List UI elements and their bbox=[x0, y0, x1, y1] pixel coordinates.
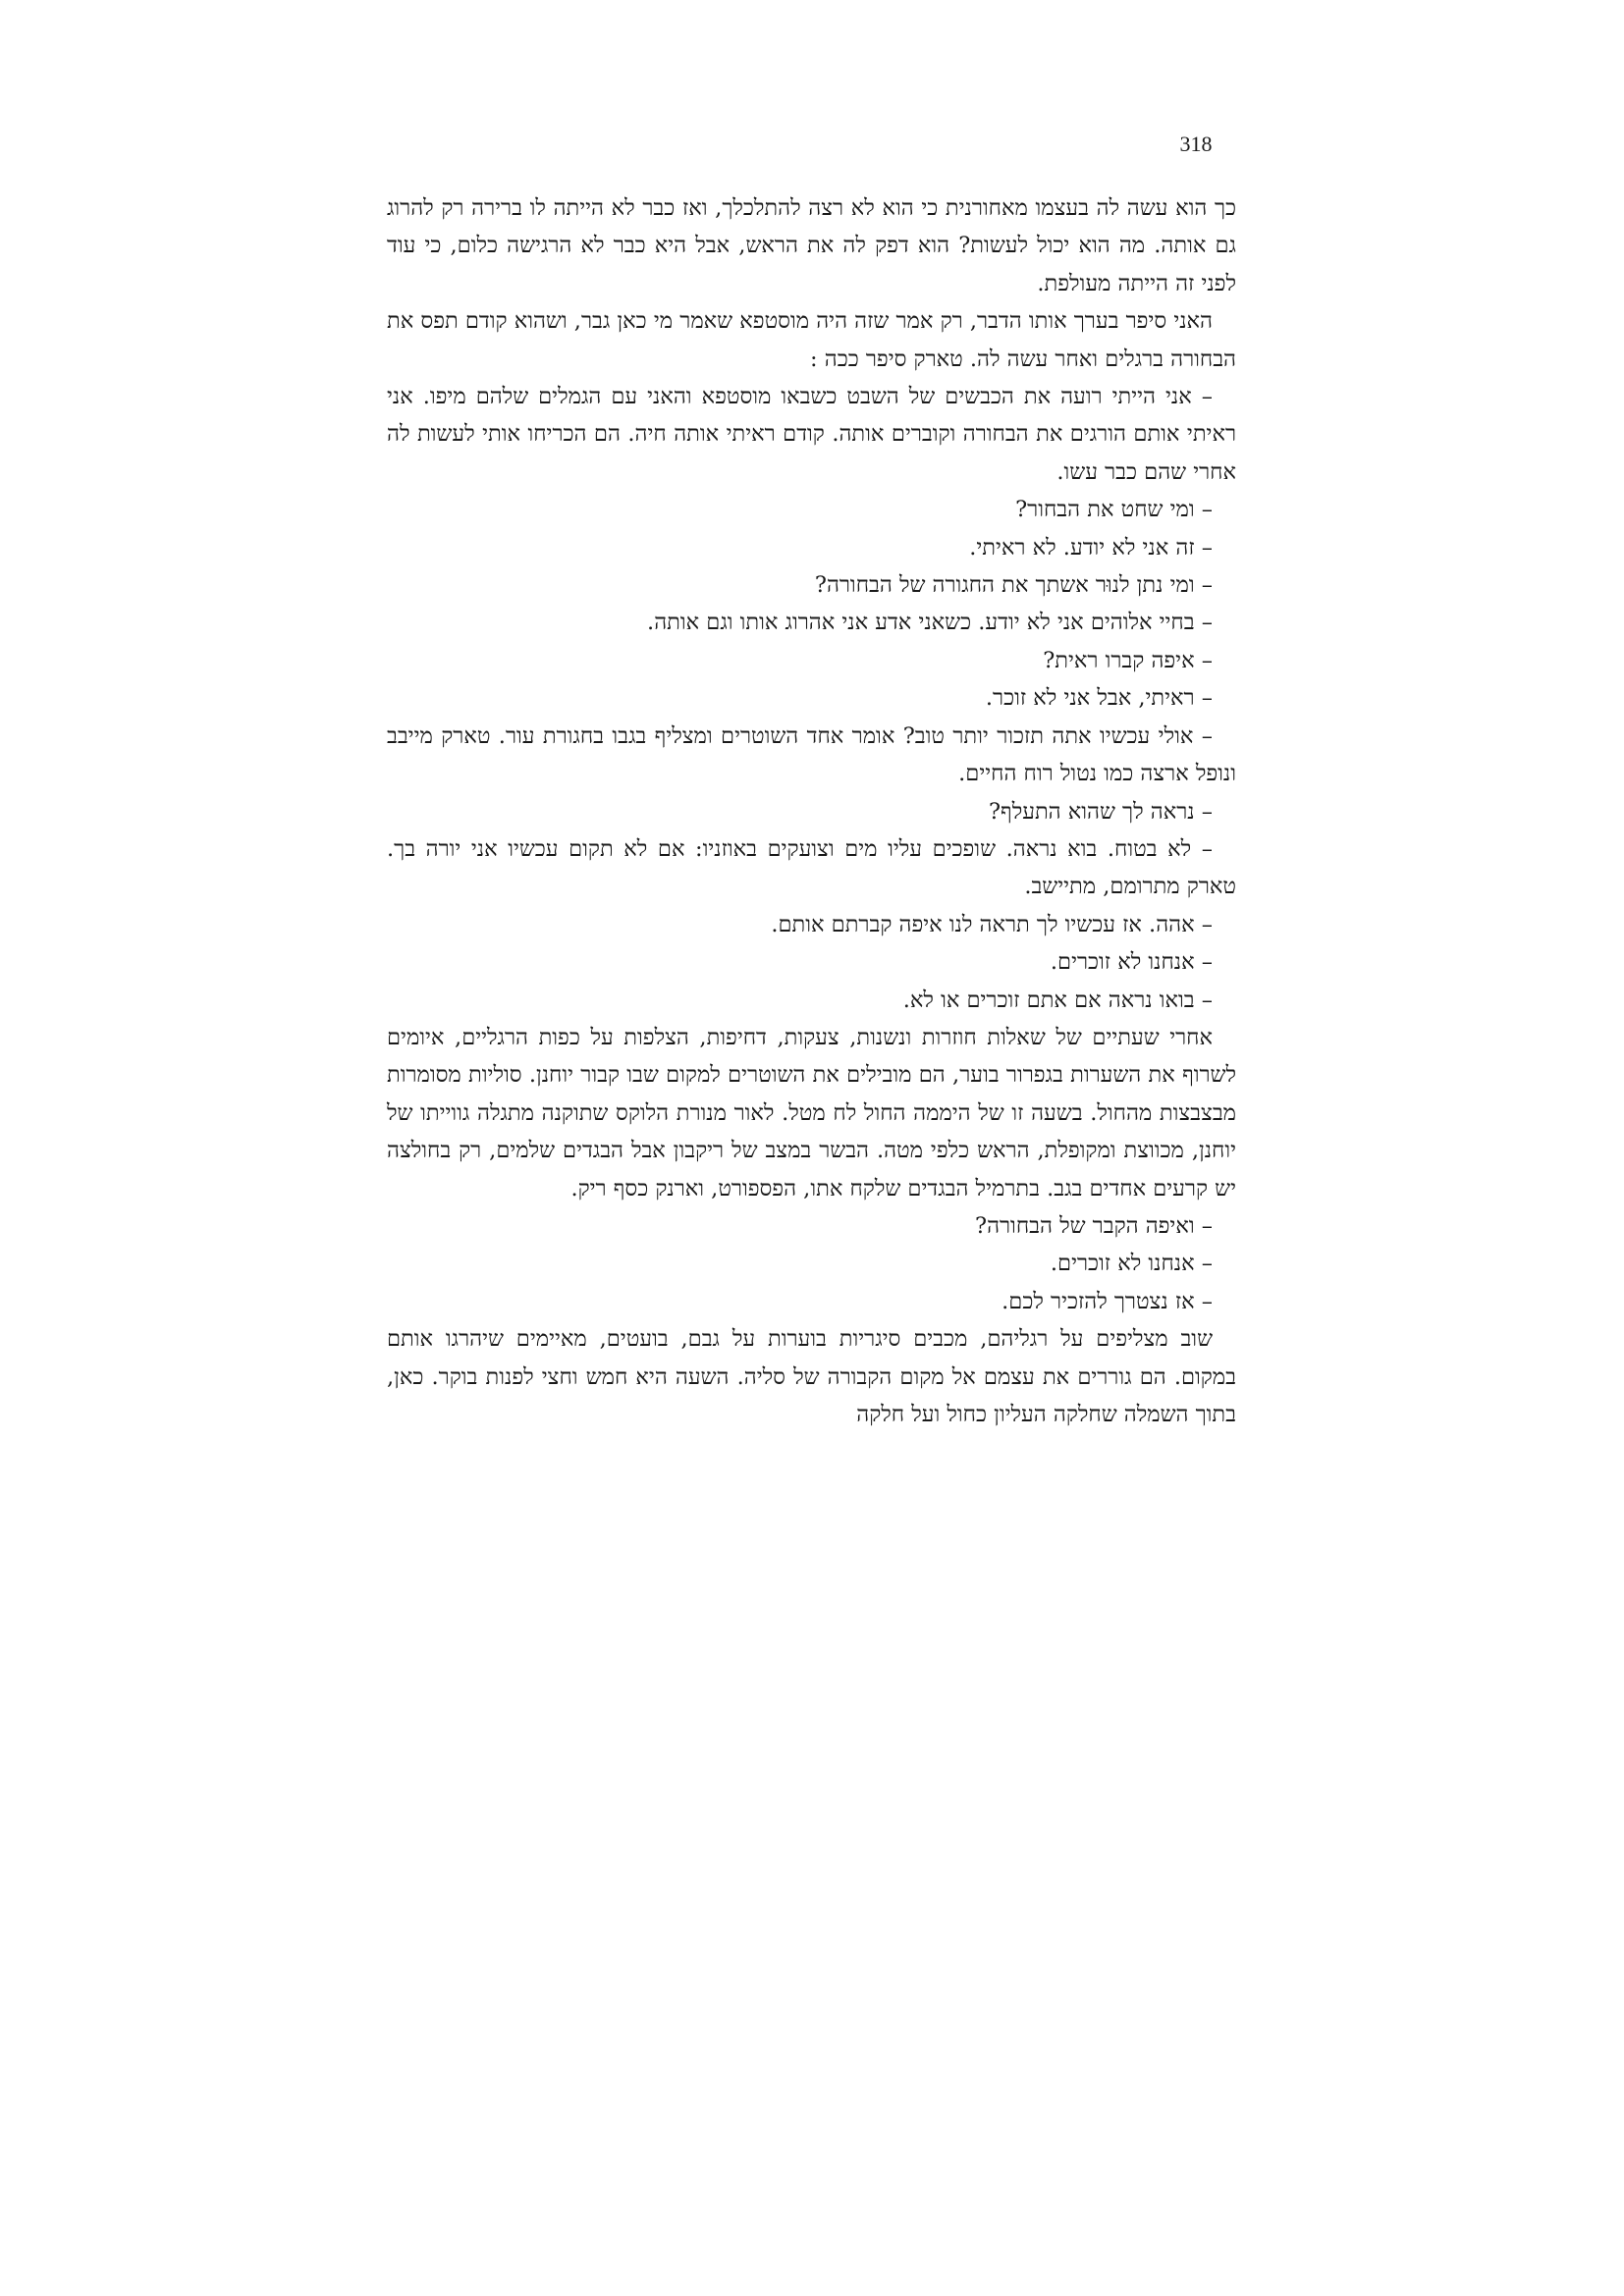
dialogue-line: – לא בטוח. בוא נראה. שופכים עליו מים וצועקים באוזניו: אם לא תקום עכשיו אני יורה בך. טארק מתרומם, מתיישב. bbox=[387, 835, 1236, 900]
paragraph-2: האני סיפר בערך אותו הדבר, רק אמר שזה היה מוסטפא שאמר מי כאן גבר, ושהוא קודם תפס את הבחורה ברגלים ואחר עשה לה. טארק סיפר ככה : bbox=[387, 308, 1236, 372]
dialogue-line: – אני הייתי רועה את הכבשים של השבט כשבאו מוסטפא והאני עם הגמלים שלהם מיפו. אני ראיתי אותם הורגים את הבחורה וקוברים אותה. קודם ראיתי אותה חיה. הם הכריחו אותי לעשות לה אחרי שהם כבר עשו. bbox=[387, 384, 1236, 485]
dialogue-line: – בואו נראה אם אתם זוכרים או לא. bbox=[902, 987, 1213, 1013]
body-text bbox=[387, 189, 1236, 1433]
dialogue-line: – ומי נתן לנוּר אשתך את החגורה של הבחורה? bbox=[814, 572, 1213, 599]
narrative-paragraph: אחרי שעתיים של שאלות חוזרות ונשנות, צעקות, דחיפות, הצלפות על כפות הרגליים, איומים לשרוף את השערות בגפרור בוער, הם מובילים את השוטרים למקום שבו קבור יוחנן. סוליות מסומרות מבצבצות מהחול. בשעה זו של היממה החול לח מטל. לאור מנורת הלוקס שתוקנה מתגלה גווייתו של יוחנן, מכווצת ומקופלת, הראש כלפי מטה. הבשר במצב של ריקבון אבל הבגדים שלמים, רק בחולצה יש קרעים אחדים בגב. בתרמיל הבגדים שלקח אתו, הפספורט, וארנק כסף ריק. bbox=[387, 1024, 1236, 1201]
dialogue-line: – בחיי אלוהים אני לא יודע. כשאני אדע אני אהרוג אותו וגם אותה. bbox=[647, 610, 1213, 636]
dialogue-line: – אולי עכשיו אתה תזכור יותר טוב? אומר אחד השוטרים ומצליף בגבו בחגורת עור. טארק מייבב ונופל ארצה כמו נטול רוח החיים. bbox=[387, 722, 1236, 787]
dialogue-line: – אנחנו לא זוכרים. bbox=[1050, 1251, 1213, 1277]
dialogue-line: – ומי שחט את הבחור? bbox=[1015, 497, 1213, 523]
dialogue-line: – אז נצטרך להזכיר לכם. bbox=[1001, 1288, 1213, 1314]
dialogue-line: – אנחנו לא זוכרים. bbox=[1050, 949, 1213, 976]
paragraph-1: כך הוא עשה לה בעצמו מאחורנית כי הוא לא רצה להתלכלך, ואז כבר לא הייתה לו ברירה רק להרוג גם אותה. מה הוא יכול לעשות? הוא דפק לה את הראש, אבל היא כבר לא הרגישה כלום, כי עוד לפני זה הייתה מעולפת. bbox=[387, 195, 1236, 296]
narrative-paragraph: שוב מצליפים על רגליהם, מכבים סיגריות בוערות על גבם, בועטים, מאיימים שיהרגו אותם במקום. הם גוררים את עצמם אל מקום הקבורה של סליה. השעה היא חמש וחצי לפנות בוקר. כאן, בתוך השמלה שחלקה העליון כחול ועל חלקה bbox=[387, 1326, 1236, 1427]
dialogue-line: – אהה. אז עכשיו לך תראה לנו איפה קברתם אותם. bbox=[771, 911, 1213, 937]
page-number: 318 bbox=[1179, 132, 1213, 156]
dialogue-line: – ראיתי, אבל אני לא זוכר. bbox=[985, 685, 1213, 712]
dialogue-line: – זה אני לא יודע. לא ראיתי. bbox=[969, 534, 1213, 561]
dialogue-line: – ואיפה הקבר של הבחורה? bbox=[975, 1212, 1213, 1239]
dialogue-line: – נראה לך שהוא התעלף? bbox=[988, 798, 1213, 825]
dialogue-line: – איפה קברו ראית? bbox=[1043, 647, 1213, 673]
